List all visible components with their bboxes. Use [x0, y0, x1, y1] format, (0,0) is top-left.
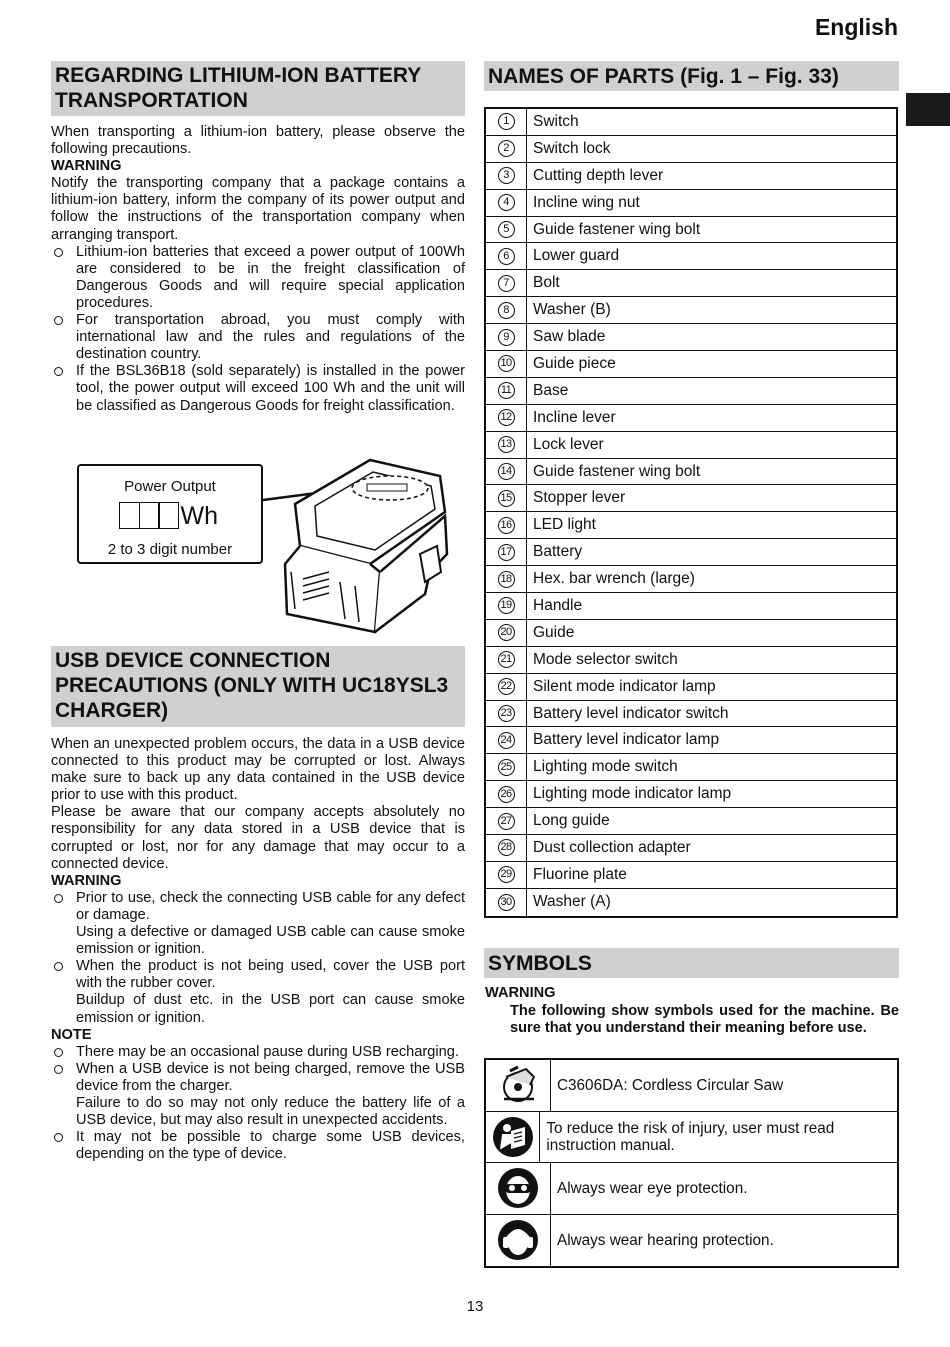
part-number: 6 — [498, 248, 515, 265]
part-name: Lower guard — [533, 247, 620, 265]
part-name: Lighting mode switch — [533, 758, 678, 776]
symbol-row — [486, 1112, 897, 1164]
part-name: Switch lock — [533, 139, 611, 157]
part-number-cell — [486, 378, 527, 404]
part-number-cell — [486, 405, 527, 431]
part-row — [486, 459, 896, 486]
part-row — [486, 701, 896, 728]
part-number: 21 — [498, 651, 515, 668]
lithium-warning-label: WARNING — [51, 158, 122, 175]
part-name: Fluorine plate — [533, 865, 627, 883]
part-number: 22 — [498, 678, 515, 695]
part-number: 13 — [498, 436, 515, 453]
part-number-cell — [486, 243, 527, 269]
lithium-bullet: If the BSL36B18 (sold separately) is installed in the power tool, the power output will exceed 100 Wh and the unit will be classified as Dangerous Goods for freight classification. — [51, 363, 465, 414]
usb-para: When an unexpected problem occurs, the data in a USB device connected to this product may be corrupted or lost. Always make sure to back up any data contained in the USB device prior to use with this product. — [51, 736, 465, 804]
part-number-cell — [486, 109, 527, 135]
part-row — [486, 539, 896, 566]
part-number-cell — [486, 432, 527, 458]
part-name: Base — [533, 381, 569, 399]
symbol-row — [486, 1060, 897, 1112]
part-number: 3 — [498, 167, 515, 184]
part-number: 16 — [498, 517, 515, 534]
part-name: Dust collection adapter — [533, 838, 691, 856]
part-number: 29 — [498, 866, 515, 883]
part-row — [486, 620, 896, 647]
power-output-unit: Wh — [180, 502, 218, 530]
part-name: Washer (A) — [533, 893, 611, 911]
part-number: 9 — [498, 329, 515, 346]
part-number: 10 — [498, 355, 515, 372]
lithium-bullet: Lithium-ion batteries that exceed a power output of 100Wh are considered to be in the freight classification of Dangerous Goods and will require special application procedures. — [51, 244, 465, 312]
read-manual-icon — [486, 1112, 540, 1163]
part-name: Cutting depth lever — [533, 166, 664, 184]
language-label: English — [814, 14, 898, 40]
part-name: Bolt — [533, 274, 560, 292]
part-name: Battery — [533, 543, 583, 561]
part-name: Guide piece — [533, 354, 616, 372]
circular-saw-icon — [486, 1060, 551, 1111]
symbol-row — [486, 1215, 897, 1267]
part-number-cell — [486, 217, 527, 243]
part-name: Lock lever — [533, 435, 604, 453]
usb-warning-sub: Using a defective or damaged USB cable can cause smoke emission or ignition. — [76, 924, 465, 958]
part-name: Handle — [533, 596, 583, 614]
part-number-cell — [486, 889, 527, 916]
part-number: 4 — [498, 194, 515, 211]
lithium-heading: REGARDING LITHIUM-ION BATTERY TRANSPORTATION — [51, 61, 465, 116]
part-name: Guide — [533, 623, 575, 641]
lithium-intro: When transporting a lithium-ion battery, please observe the following precautions. — [51, 124, 465, 158]
part-number-cell — [486, 674, 527, 700]
symbol-text: C3606DA: Cordless Circular Saw — [557, 1076, 784, 1094]
part-number: 5 — [498, 221, 515, 238]
part-row — [486, 109, 896, 136]
part-number-cell — [486, 566, 527, 592]
part-row — [486, 566, 896, 593]
lithium-body — [51, 124, 465, 415]
usb-warning-label: WARNING — [51, 872, 122, 889]
part-number: 18 — [498, 571, 515, 588]
part-number-cell — [486, 190, 527, 216]
part-name: Battery level indicator switch — [533, 704, 729, 722]
symbols-heading: SYMBOLS — [484, 948, 899, 978]
part-name: Washer (B) — [533, 301, 611, 319]
usb-para: Please be aware that our company accepts absolutely no responsibility for any data stored in a USB device that is corrupted or lost, nor for any damage that may occur to a connected device. — [51, 804, 465, 872]
part-number: 20 — [498, 624, 515, 641]
part-number-cell — [486, 324, 527, 350]
page-number: 13 — [466, 1298, 484, 1315]
power-output-callout — [77, 464, 263, 564]
part-number-cell — [486, 701, 527, 727]
part-row — [486, 727, 896, 754]
part-row — [486, 190, 896, 217]
part-row — [486, 351, 896, 378]
part-row — [486, 889, 896, 916]
part-name: Guide fastener wing bolt — [533, 462, 701, 480]
part-row — [486, 297, 896, 324]
part-number: 24 — [498, 732, 515, 749]
part-row — [486, 485, 896, 512]
part-row — [486, 781, 896, 808]
parts-heading: NAMES OF PARTS (Fig. 1 – Fig. 33) — [484, 61, 899, 91]
section-tab-marker — [906, 93, 950, 126]
part-number-cell — [486, 781, 527, 807]
part-row — [486, 862, 896, 889]
usb-note-bullet: When a USB device is not being charged, remove the USB device from the charger. — [51, 1061, 465, 1095]
part-row — [486, 754, 896, 781]
usb-body — [51, 736, 465, 1163]
usb-note-bullet: It may not be possible to charge some USB devices, depending on the type of device. — [51, 1129, 465, 1163]
part-row — [486, 378, 896, 405]
part-row — [486, 270, 896, 297]
part-row — [486, 163, 896, 190]
part-row — [486, 647, 896, 674]
lithium-bullet: For transportation abroad, you must comply with international law and the rules and regulations of the destination country. — [51, 312, 465, 363]
eye-protection-icon — [486, 1163, 551, 1214]
usb-heading: USB DEVICE CONNECTION PRECAUTIONS (ONLY WITH UC18YSL3 CHARGER) — [51, 646, 465, 727]
part-number: 23 — [498, 705, 515, 722]
part-number-cell — [486, 808, 527, 834]
part-number-cell — [486, 539, 527, 565]
part-number: 14 — [498, 463, 515, 480]
part-name: Mode selector switch — [533, 650, 678, 668]
part-row — [486, 835, 896, 862]
lithium-warning-text: Notify the transporting company that a package contains a lithium-ion battery, inform the company of its power output and follow the instructions of the transportation company when arranging transport. — [51, 175, 465, 243]
digit-box — [119, 502, 140, 529]
part-number: 2 — [498, 140, 515, 157]
part-row — [486, 432, 896, 459]
symbol-row — [486, 1163, 897, 1215]
digit-box — [139, 502, 160, 529]
part-number: 7 — [498, 275, 515, 292]
part-number-cell — [486, 754, 527, 780]
part-number-cell — [486, 297, 527, 323]
symbols-table — [484, 1058, 899, 1268]
part-name: Silent mode indicator lamp — [533, 677, 716, 695]
part-number-cell — [486, 485, 527, 511]
symbol-text: Always wear hearing protection. — [557, 1231, 774, 1249]
parts-table — [484, 107, 898, 918]
usb-note-sub: Failure to do so may not only reduce the battery life of a USB device, but may also result in unexpected accidents. — [76, 1094, 465, 1129]
part-number: 17 — [498, 544, 515, 561]
part-number: 25 — [498, 759, 515, 776]
part-number-cell — [486, 620, 527, 646]
digit-box — [158, 502, 179, 529]
part-number: 27 — [498, 813, 515, 830]
part-name: Incline wing nut — [533, 193, 640, 211]
part-number: 1 — [498, 113, 515, 130]
power-output-note: 2 to 3 digit number — [107, 541, 233, 558]
battery-pack-illustration — [255, 454, 455, 634]
part-row — [486, 136, 896, 163]
part-row — [486, 243, 896, 270]
part-row — [486, 324, 896, 351]
usb-note-bullet: There may be an occasional pause during USB recharging. — [51, 1044, 465, 1061]
usb-warning-bullet: Prior to use, check the connecting USB cable for any defect or damage. — [51, 890, 465, 924]
part-number-cell — [486, 136, 527, 162]
part-number: 15 — [498, 490, 515, 507]
part-number: 28 — [498, 839, 515, 856]
part-row — [486, 808, 896, 835]
part-row — [486, 405, 896, 432]
part-number-cell — [486, 835, 527, 861]
part-name: Incline lever — [533, 408, 616, 426]
hearing-protection-icon — [486, 1215, 551, 1267]
part-name: Long guide — [533, 812, 610, 830]
part-number: 12 — [498, 409, 515, 426]
symbol-text: Always wear eye protection. — [557, 1179, 748, 1197]
usb-note-label: NOTE — [51, 1026, 92, 1043]
part-number: 11 — [498, 382, 515, 399]
part-row — [486, 593, 896, 620]
part-number: 19 — [498, 597, 515, 614]
part-number-cell — [486, 512, 527, 538]
part-number-cell — [486, 647, 527, 673]
part-row — [486, 674, 896, 701]
part-name: Saw blade — [533, 328, 606, 346]
symbols-warning-label: WARNING — [485, 985, 556, 1001]
part-name: Guide fastener wing bolt — [533, 220, 701, 238]
part-number-cell — [486, 862, 527, 888]
part-name: LED light — [533, 516, 596, 534]
power-output-label: Power Output — [124, 478, 216, 495]
part-number: 8 — [498, 302, 515, 319]
symbol-text: To reduce the risk of injury, user must read instruction manual. — [546, 1119, 835, 1154]
usb-warning-sub: Buildup of dust etc. in the USB port can cause smoke emission or ignition. — [76, 992, 465, 1026]
part-row — [486, 512, 896, 539]
usb-warning-bullet: When the product is not being used, cover the USB port with the rubber cover. — [51, 958, 465, 992]
part-name: Stopper lever — [533, 489, 626, 507]
part-name: Hex. bar wrench (large) — [533, 570, 695, 588]
part-number-cell — [486, 163, 527, 189]
part-number-cell — [486, 270, 527, 296]
part-number: 30 — [498, 894, 515, 911]
part-number: 26 — [498, 786, 515, 803]
part-name: Switch — [533, 112, 579, 130]
part-number-cell — [486, 351, 527, 377]
power-output-digits — [119, 502, 218, 529]
part-name: Battery level indicator lamp — [533, 731, 720, 749]
symbols-intro: The following show symbols used for the machine. Be sure that you understand their meaning before use. — [510, 1003, 899, 1037]
part-number-cell — [486, 727, 527, 753]
part-name: Lighting mode indicator lamp — [533, 785, 732, 803]
part-number-cell — [486, 593, 527, 619]
part-row — [486, 217, 896, 244]
part-number-cell — [486, 459, 527, 485]
